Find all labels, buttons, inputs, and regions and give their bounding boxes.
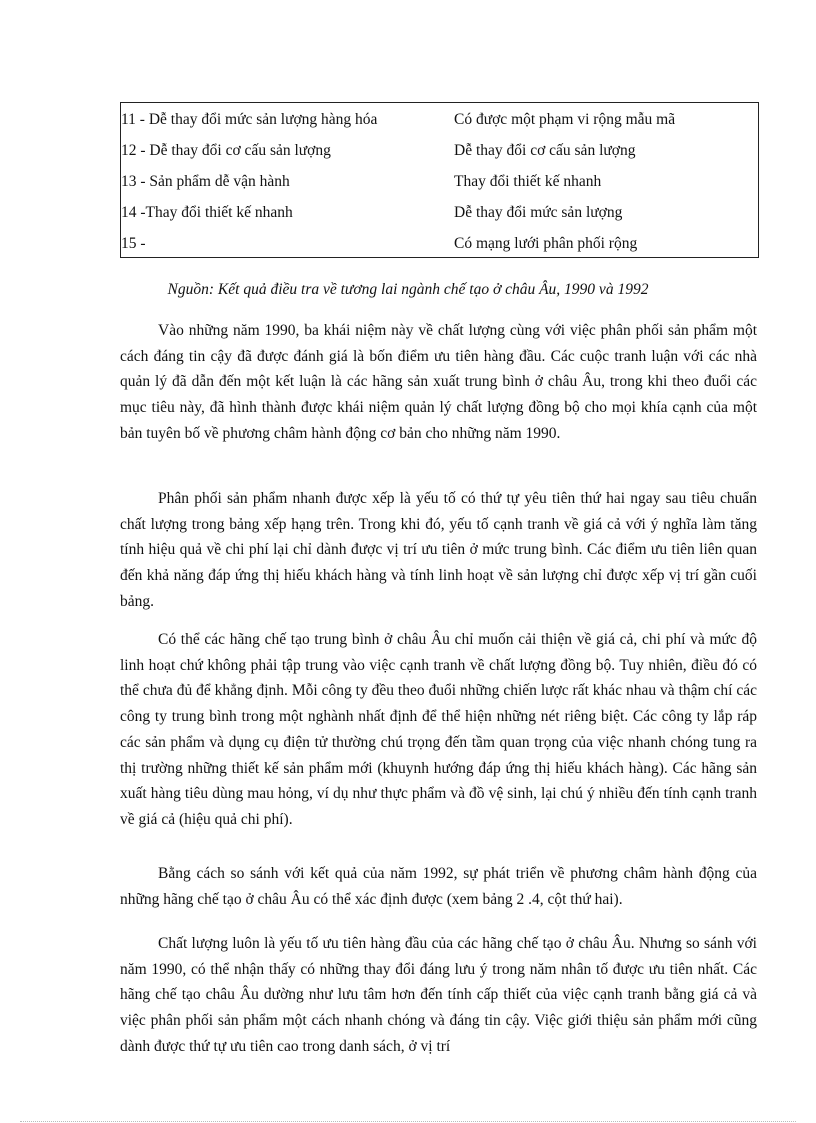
table-row: [121, 136, 758, 166]
table-row: [121, 167, 758, 197]
table-cell-right: Có mạng lưới phân phối rộng: [454, 235, 638, 252]
table-cell-right: Có được một phạm vi rộng mẫu mã: [454, 111, 676, 128]
paragraph: Chất lượng luôn là yếu tố ưu tiên hàng đầu của các hãng chế tạo ở châu Âu. Nhưng so sánh với năm 1990, có thể nhận thấy có những thay đổi đáng lưu ý trong năm nhân tố được ưu tiên nhất. Các hãng chế tạo châu Âu dường như lưu tâm hơn đến tính cấp thiết của việc cạnh tranh bằng giá cả và việc phân phối sản phẩm một cách nhanh chóng và đáng tin cậy. Việc giới thiệu sản phẩm mới cũng dành được thứ tự ưu tiên cao trong danh sách, ở vị trí: [120, 935, 757, 1055]
table-cell-left: 15 -: [121, 235, 146, 252]
paragraph: Có thể các hãng chế tạo trung bình ở châu Âu chỉ muốn cải thiện về giá cả, chi phí và mức độ linh hoạt chứ không phải tập trung vào việc cạnh tranh về chất lượng đồng bộ. Tuy nhiên, điều đó có thể chưa đủ để khẳng định. Mỗi công ty đều theo đuổi những chiến lược rất khác nhau và thậm chí các công ty trung bình trong một nghành nhất định để thể hiện những nét riêng biệt. Các công ty lắp ráp các sản phẩm và dụng cụ điện tử thường chú trọng đến tầm quan trọng của việc nhanh chóng tung ra thị trường những thiết kế sản phẩm mới (khuynh hướng đáp ứng thị hiếu khách hàng). Các hãng sản xuất hàng tiêu dùng mau hỏng, ví dụ như thực phẩm và đồ vệ sinh, lại chú ý nhiều đến tính cạnh tranh về giá cả (hiệu quả chi phí).: [120, 631, 757, 828]
table-cell-right: Dễ thay đổi cơ cấu sản lượng: [454, 142, 636, 159]
table-cell-left: 11 - Dễ thay đổi mức sản lượng hàng hóa: [121, 111, 378, 128]
table-row: [121, 229, 758, 259]
table-row: [121, 198, 758, 228]
priority-table: [120, 102, 759, 258]
table-row: [121, 105, 758, 135]
table-source-caption: Nguồn: Kết quả điều tra về tương lai ngành chế tạo ở châu Âu, 1990 và 1992: [167, 281, 649, 298]
table-cell-left: 14 -Thay đổi thiết kế nhanh: [121, 204, 293, 221]
table-cell-left: 13 - Sản phẩm dễ vận hành: [121, 173, 290, 190]
page-bottom-rule: [20, 1121, 796, 1122]
table-cell-right: Thay đổi thiết kế nhanh: [454, 173, 602, 190]
table-cell-left: 12 - Dễ thay đổi cơ cấu sản lượng: [121, 142, 331, 159]
paragraph: Bằng cách so sánh với kết quả của năm 1992, sự phát triển về phương châm hành động của những hãng chế tạo ở châu Âu có thể xác định được (xem bảng 2 .4, cột thứ hai).: [120, 865, 757, 908]
paragraph: Phân phối sản phẩm nhanh được xếp là yếu tố có thứ tự yêu tiên thứ hai ngay sau tiêu chuẩn chất lượng trong bảng xếp hạng trên. Trong khi đó, yếu tố cạnh tranh về giá cả với ý nghĩa làm tăng tính hiệu quả về chi phí lại chỉ dành được vị trí ưu tiên ở mức trung bình. Các điểm ưu tiên liên quan đến khả năng đáp ứng thị hiếu khách hàng và tính linh hoạt về sản lượng chỉ được xếp vị trí gần cuối bảng.: [120, 490, 757, 610]
table-cell-right: Dễ thay đổi mức sản lượng: [454, 204, 623, 221]
paragraph: Vào những năm 1990, ba khái niệm này về chất lượng cùng với việc phân phối sản phẩm một cách đáng tin cậy đã được đánh giá là bốn điểm ưu tiên hàng đầu. Các cuộc tranh luận với các nhà quản lý đã dẫn đến một kết luận là các hãng sản xuất trung bình ở châu Âu, trong khi theo đuổi các mục tiêu này, đã hình thành được khái niệm quản lý chất lượng đồng bộ cho mọi khía cạnh của một bản tuyên bố về phương châm hành động cơ bản cho những năm 1990.: [120, 322, 757, 442]
